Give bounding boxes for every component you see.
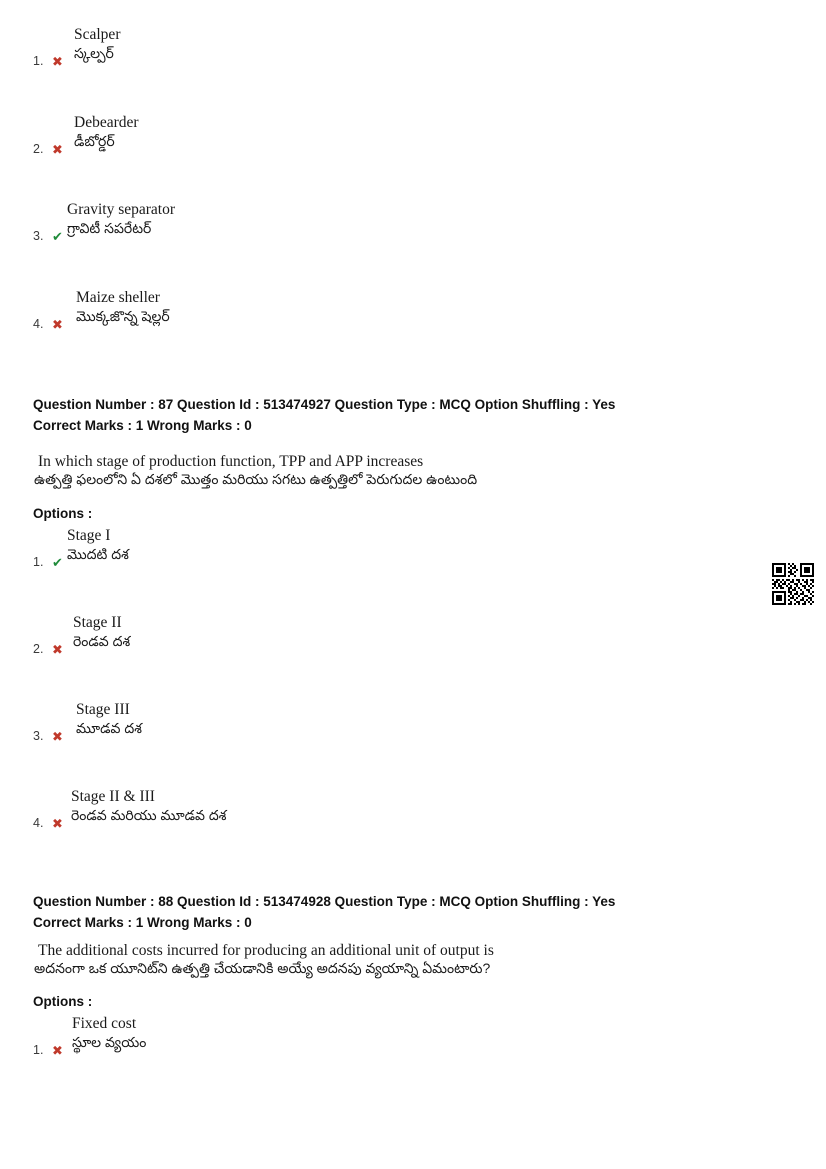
cross-icon: ✖ <box>52 1043 63 1059</box>
option-item[interactable] <box>0 1015 826 1059</box>
option-text-en: Maize sheller <box>76 289 160 306</box>
question-header-line-2: Correct Marks : 1 Wrong Marks : 0 <box>33 417 252 433</box>
option-item[interactable] <box>0 788 826 832</box>
option-item[interactable] <box>0 26 826 70</box>
question-text-en: The additional costs incurred for producing an additional unit of output is <box>38 941 494 959</box>
option-number: 1. <box>33 554 44 569</box>
option-text-te: మూడవ దశ <box>76 719 142 736</box>
option-number: 2. <box>33 641 44 656</box>
cross-icon: ✖ <box>52 729 63 745</box>
option-item[interactable] <box>0 701 826 745</box>
option-text-en: Stage II & III <box>71 787 155 805</box>
option-item[interactable] <box>0 527 826 571</box>
question-header-line-1: Question Number : 88 Question Id : 513474928 Question Type : MCQ Option Shuffling : Yes <box>33 893 616 909</box>
option-number: 2. <box>33 142 44 156</box>
option-item[interactable] <box>0 114 826 158</box>
options-label: Options : <box>33 505 93 521</box>
option-number: 1. <box>33 54 44 68</box>
option-text-en: Scalper <box>74 26 121 43</box>
question-text <box>0 453 826 489</box>
question-header <box>0 892 826 934</box>
option-text-te: మొదటి దశ <box>67 545 129 562</box>
check-icon: ✔ <box>52 555 63 571</box>
cross-icon: ✖ <box>52 143 63 158</box>
option-text-te: మొక్కజొన్న షెల్లర్ <box>76 307 170 324</box>
cross-icon: ✖ <box>52 816 63 832</box>
option-text-en: Stage II <box>73 613 122 631</box>
option-text-en: Debearder <box>74 114 139 131</box>
option-text-en: Gravity separator <box>67 201 176 218</box>
option-number: 3. <box>33 728 44 743</box>
question-text-te: అదనంగా ఒక యూనిట్‌ని ఉత్పత్తి చేయడానికి అయ్యే అదనపు వ్యయాన్ని ఏమంటారు? <box>34 960 491 977</box>
cross-icon: ✖ <box>52 318 63 333</box>
option-number: 4. <box>33 317 44 331</box>
check-icon: ✔ <box>52 230 63 245</box>
option-text-te: రెండవ మరియు మూడవ దశ <box>71 806 227 823</box>
option-number: 3. <box>33 229 44 243</box>
cross-icon: ✖ <box>52 642 63 658</box>
option-text-en: Stage III <box>76 700 130 718</box>
cross-icon: ✖ <box>52 55 63 70</box>
question-text-te: ఉత్పత్తి ఫలంలోని ఏ దశలో మొత్తం మరియు సగటు ఉత్పత్తిలో పెరుగుదల ఉంటుంది <box>34 471 478 488</box>
option-item[interactable] <box>0 614 826 658</box>
option-text-te: డీబోర్డర్ <box>74 132 115 149</box>
question-text-en: In which stage of production function, TPP and APP increases <box>38 452 424 470</box>
question-header <box>0 395 826 437</box>
question-text <box>0 942 826 978</box>
option-text-en: Fixed cost <box>72 1014 137 1032</box>
option-text-en: Stage I <box>67 526 111 544</box>
option-text-te: గ్రావిటీ సపరేటర్ <box>67 219 152 236</box>
question-header-line-2: Correct Marks : 1 Wrong Marks : 0 <box>33 914 252 930</box>
options-label: Options : <box>33 993 93 1009</box>
option-number: 4. <box>33 815 44 830</box>
option-text-te: స్కల్పర్ <box>74 44 114 61</box>
qr-code <box>772 563 814 605</box>
question-header-line-1: Question Number : 87 Question Id : 513474927 Question Type : MCQ Option Shuffling : Yes <box>33 397 616 412</box>
option-number: 1. <box>33 1042 44 1057</box>
option-text-te: స్థూల వ్యయం <box>72 1033 147 1050</box>
option-item[interactable] <box>0 201 826 245</box>
option-text-te: రెండవ దశ <box>73 632 131 649</box>
option-item[interactable] <box>0 289 826 333</box>
